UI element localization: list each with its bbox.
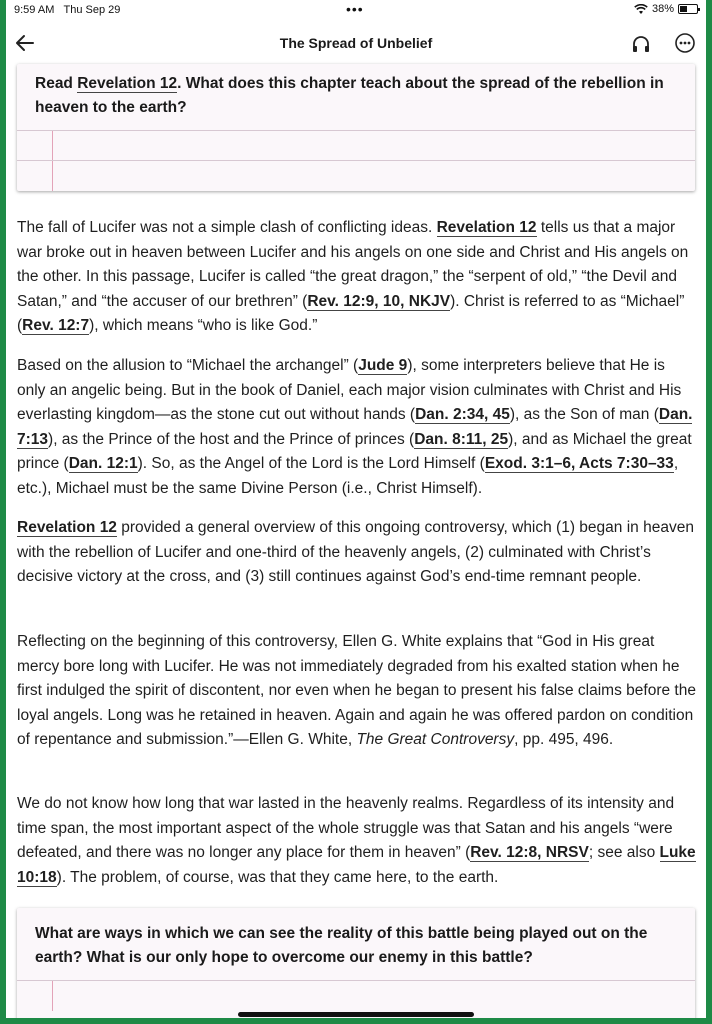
more-icon[interactable] [674, 32, 696, 54]
paragraph-1: The fall of Lucifer was not a simple clash of conflicting ideas. Revelation 12 tells us that a major war broke out in heaven between Lucifer and his angels on one side and Christ and His angels on the other. In this passage, Lucifer is called “the great dragon,” the “serpent of old,” “the Devil and Satan,” and “the accuser of our brethren” (Rev. 12:9, 10, NKJV). Christ is referred to as “Michael” (Rev. 12:7), which means “who is like God.” [17, 219, 689, 334]
status-time: 9:59 AM Thu Sep 29 [14, 4, 121, 16]
multitask-dots-icon[interactable]: ••• [346, 1, 364, 17]
nav-bar [6, 26, 706, 62]
bible-link[interactable]: Rev. 12:8, NRSV [470, 844, 589, 861]
answer-line[interactable] [17, 161, 695, 191]
home-indicator[interactable] [238, 1012, 474, 1017]
battery-icon [678, 4, 698, 14]
paragraph-3: Revelation 12 provided a general overview of this ongoing controversy, which (1) began in heaven with the rebellion of Lucifer and one-third of the heavenly angels, (2) culminated with Christ’s decisive victory at the cross, and (3) still continues against God’s end-time remnant people. [17, 519, 694, 585]
bible-link[interactable]: Exod. 3:1–6, Acts 7:30–33 [484, 455, 674, 472]
app-screen [6, 0, 706, 1018]
bible-link[interactable]: Dan. 2:34, 45 [415, 406, 510, 423]
bible-link[interactable]: Rev. 12:7 [22, 317, 90, 334]
paragraph-2: Based on the allusion to “Michael the archangel” (Jude 9), some interpreters believe that He is only an angelic being. But in the book of Daniel, each major vision culminates with Christ and His everlasting kingdom—as the stone cut out without hands (Dan. 2:34, 45), as the Son of man (Dan. 7:13), as the Prince of the host and the Prince of princes (Dan. 8:11, 25), and as Michael the great prince (Dan. 12:1). So, as the Angel of the Lord is the Lord Himself (Exod. 3:1–6, Acts 7:30–33, etc.), Michael must be the same Divine Person (i.e., Christ Himself). [17, 357, 693, 497]
question-text-1: Read Revelation 12. What does this chapter teach about the spread of the rebellion in heaven to the earth? [35, 75, 664, 116]
bible-link[interactable]: Luke 10:18 [17, 844, 696, 886]
bible-link[interactable]: Rev. 12:9, 10, NKJV [307, 292, 451, 310]
wifi-icon [634, 4, 648, 15]
bible-link[interactable]: Revelation 12 [17, 519, 117, 536]
headphones-icon[interactable] [630, 33, 652, 55]
battery-percent: 38% [651, 3, 674, 15]
question-card-1 [17, 64, 695, 191]
paragraph-4: Reflecting on the beginning of this controversy, Ellen G. White explains that “God in His great mercy bore long with Lucifer. He was not immediately degraded from his exalted station when he first indulged the spirit of discontent, nor even when he began to present his false claims before the loyal angels. Long was he retained in heaven. Again and again he was offered pardon on condition of repentance and submission.”—Ellen G. White, The Great Controversy, pp. 495, 496. [17, 633, 696, 748]
bible-link[interactable]: Dan. 12:1 [68, 455, 138, 472]
answer-field-2[interactable] [17, 980, 695, 1011]
answer-line[interactable] [17, 131, 695, 161]
answer-line[interactable] [17, 981, 695, 1011]
bible-link[interactable]: Revelation 12 [77, 75, 178, 92]
bible-link[interactable]: Revelation 12 [436, 219, 537, 236]
paragraph-5: We do not know how long that war lasted in the heavenly realms. Regardless of its intensity and time span, the most important aspect of the whole struggle was that Satan and his angels “were defeated, and there was no longer any place for them in heaven” (Rev. 12:8, NRSV; see also Luke 10:18). The problem, of course, was that they came here, to the earth. [17, 795, 696, 886]
bible-link[interactable]: Jude 9 [358, 357, 408, 374]
bible-link[interactable]: Dan. 7:13 [17, 406, 693, 448]
page-title: The Spread of Unbelief [279, 35, 433, 51]
answer-field-1[interactable] [17, 130, 695, 191]
question-text-2: What are ways in which we can see the reality of this battle being played out on the earth? What is our only hope to overcome our enemy in this battle? [35, 925, 648, 966]
status-right [634, 3, 698, 15]
bible-link[interactable]: Dan. 8:11, 25 [414, 430, 509, 448]
status-bar [6, 0, 706, 22]
question-card-2 [17, 908, 695, 1018]
book-title: The Great Controversy [356, 731, 515, 748]
